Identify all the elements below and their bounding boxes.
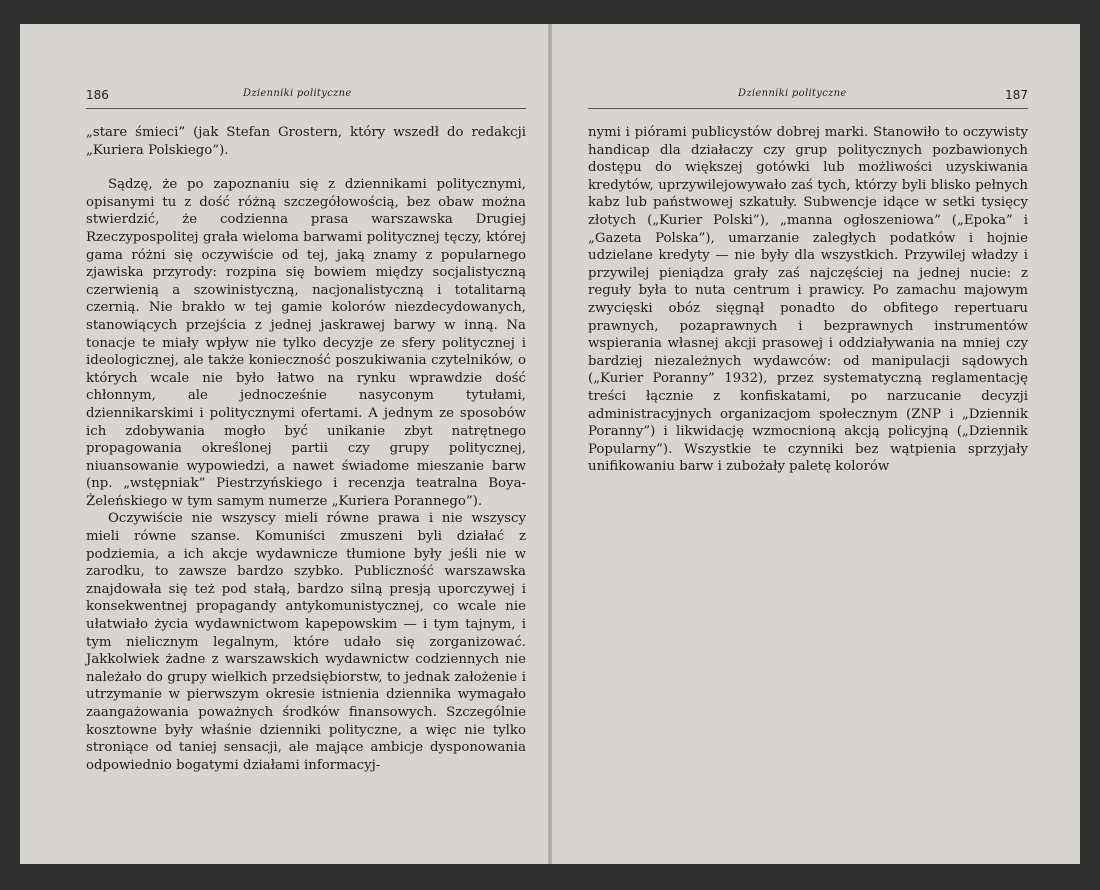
left-paragraph-3: Oczywiście nie wszyscy mieli równe prawa i nie wszyscy mieli równe szanse. Komuniści zmuszeni byli działać z podziemia, a ich akcje wydawnicze tłumione były jeśli nie w zarodku, to zawsze bardzo szybko. Publiczność warszawska znajdowała się też pod stałą, bardzo silną presją uporczywej i konsekwentnej propagandy antykomunistycznej, co wcale nie ułatwiało życia wydawnictwom kapepowskim — i tym tajnym, i tym nielicznym legalnym, które udało się zorganizować. Jakkolwiek żadne z warszawskich wydawnictw codziennych nie należało do grupy wielkich przedsiębiorstw, to jednak założenie i utrzymanie w pierwszym okresie istnienia dziennika wymagało zaangażowania poważnych środków finansowych. Szczególnie kosztowne były właśnie dzienniki polityczne, a więc nie tylko stroniące od taniej sensacji, ale mające ambicje dysponowania odpowiednio bogatymi działami informacyj- [86,511,526,773]
left-page-header [86,88,526,106]
right-body-text [588,124,1028,476]
left-body-text [86,124,526,774]
right-page [552,24,1080,864]
book-spread [20,24,1080,864]
right-running-title: Dzienniki polityczne [738,88,847,99]
right-page-header [588,88,1028,106]
left-paragraph-1: „stare śmieci” (jak Stefan Grostern, który wszedł do redakcji „Kuriera Polskiego”). [86,125,526,158]
left-paragraph-2: Sądzę, że po zapoznaniu się z dziennikami politycznymi, opisanymi tu z dość różną szczegółowością, bez obaw można stwierdzić, że codzienna prasa warszawska Drugiej Rzeczypospolitej grała wieloma barwami politycznej tęczy, której gama różni się oczywiście od tej, jaką znamy z popularnego zjawiska przyrody: rozpina się bowiem między socjalistyczną czerwienią a szowinistyczną, nacjonalistyczną i totalitarną czernią. Nie brakło w tej gamie kolorów niezdecydowanych, stanowiących przejścia z jednej jaskrawej barwy w inną. Na tonacje te miały wpływ nie tylko decyzje ze sfery politycznej i ideologicznej, ale także konieczność poszukiwania czytelników, o których wcale nie było łatwo na rynku wprawdzie dość chłonnym, ale jednocześnie nasyconym tytułami, dziennikarskimi i politycznymi ofertami. A jednym ze sposobów ich zdobywania mogło być unikanie zbyt natrętnego propagowania określonej partii czy grupy politycznej, niuansowanie wypowiedzi, a nawet świadome mieszanie barw (np. „wstępniak” Piestrzyńskiego i recenzja teatralna Boya-Żeleńskiego w tym samym numerze „Kuriera Porannego”). [86,177,526,509]
right-header-rule [588,108,1028,109]
right-paragraph-1: nymi i piórami publicystów dobrej marki. Stanowiło to oczywisty handicap dla działaczy czy grup politycznych pozbawionych dostępu do większej gotówki lub możliwości uzyskiwania kredytów, uprzywilejowywało zaś tych, którzy byli blisko pełnych kabz lub państwowej szkatuły. Subwencje idące w setki tysięcy złotych („Kurier Polski”), „manna ogłoszeniowa” („Epoka” i „Gazeta Polska”), umarzanie zaległych podatków i hojnie udzielane kredyty — nie były dla wszystkich. Przywilej władzy i przywilej pieniądza grały zaś najczęściej na jednej nucie: z reguły była to nuta centrum i prawicy. Po zamachu majowym zwycięski obóz sięgnął ponadto do obfitego repertuaru prawnych, pozaprawnych i bezprawnych instrumentów wspierania własnej akcji prasowej i oddziaływania na mniej czy bardziej niezależnych wydawców: od manipulacji sądowych („Kurier Poranny” 1932), przez systematyczną reglamentację treści łącznie z konfiskatami, po narzucanie decyzji administracyjnych organizacjom społecznym (ZNP i „Dziennik Poranny”) i likwidację wzmocnioną akcją policyjną („Dziennik Popularny”). Wszystkie te czynniki bez wątpienia sprzyjały unifikowaniu barw i zubożały paletę kolorów [588,125,1028,475]
left-running-title: Dzienniki polityczne [243,88,352,99]
left-page [20,24,548,864]
right-page-number: 187 [1005,88,1028,102]
left-header-rule [86,108,526,109]
left-page-number: 186 [86,88,109,102]
